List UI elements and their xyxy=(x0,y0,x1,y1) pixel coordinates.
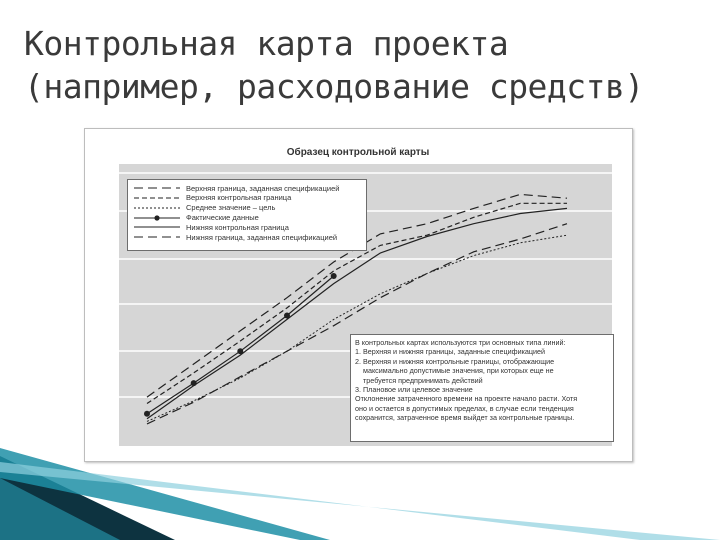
legend-label: Нижняя контрольная граница xyxy=(186,222,289,232)
note-line: 2. Верхняя и нижняя контрольные границы, отображающие xyxy=(355,356,555,366)
legend-label: Верхняя граница, заданная спецификацией xyxy=(186,183,340,193)
legend-swatch xyxy=(130,233,186,241)
legend-item xyxy=(130,193,366,202)
legend-swatch xyxy=(130,223,186,231)
chart-legend xyxy=(127,179,367,251)
legend-swatch xyxy=(130,194,186,202)
slide-decoration xyxy=(0,448,720,540)
data-point xyxy=(144,411,150,417)
note-line: 3. Плановое или целевое значение xyxy=(355,385,473,395)
slide-title-line-1: Контрольная карта проекта xyxy=(24,24,509,63)
note-line: максимально допустимые значения, при которых еще не xyxy=(363,366,554,376)
data-point xyxy=(331,273,337,279)
note-line: сохранится, затраченное время выйдет за контрольные границы. xyxy=(355,413,575,423)
legend-swatch xyxy=(130,204,186,212)
legend-label: Фактические данные xyxy=(186,213,259,223)
legend-item xyxy=(130,213,366,222)
legend-swatch xyxy=(130,214,186,222)
legend-item xyxy=(130,232,366,241)
legend-item xyxy=(130,203,366,212)
note-line: В контрольных картах используются три основных типа линий: xyxy=(355,338,566,347)
legend-label: Среднее значение – цель xyxy=(186,203,276,213)
legend-item xyxy=(130,184,366,193)
slide-title-line-2: (например, расходование средств) xyxy=(24,67,644,106)
legend-swatch xyxy=(130,184,186,192)
note-line: требуется предпринимать действий xyxy=(363,375,483,385)
legend-label: Нижняя граница, заданная спецификацией xyxy=(186,232,338,242)
note-line: оно и остается в допустимых пределах, в случае если тенденция xyxy=(355,403,574,413)
chart-note xyxy=(350,334,614,442)
legend-item xyxy=(130,223,366,232)
chart-title: Образец контрольной карты xyxy=(286,147,430,158)
note-line: Отклонение затраченного времени на проекте начало расти. Хотя xyxy=(355,394,578,404)
note-line: 1. Верхняя и нижняя границы, заданные спецификацией xyxy=(355,347,546,357)
legend-label: Верхняя контрольная граница xyxy=(186,193,292,203)
control-chart-figure xyxy=(84,128,633,462)
slide-title xyxy=(24,22,704,108)
